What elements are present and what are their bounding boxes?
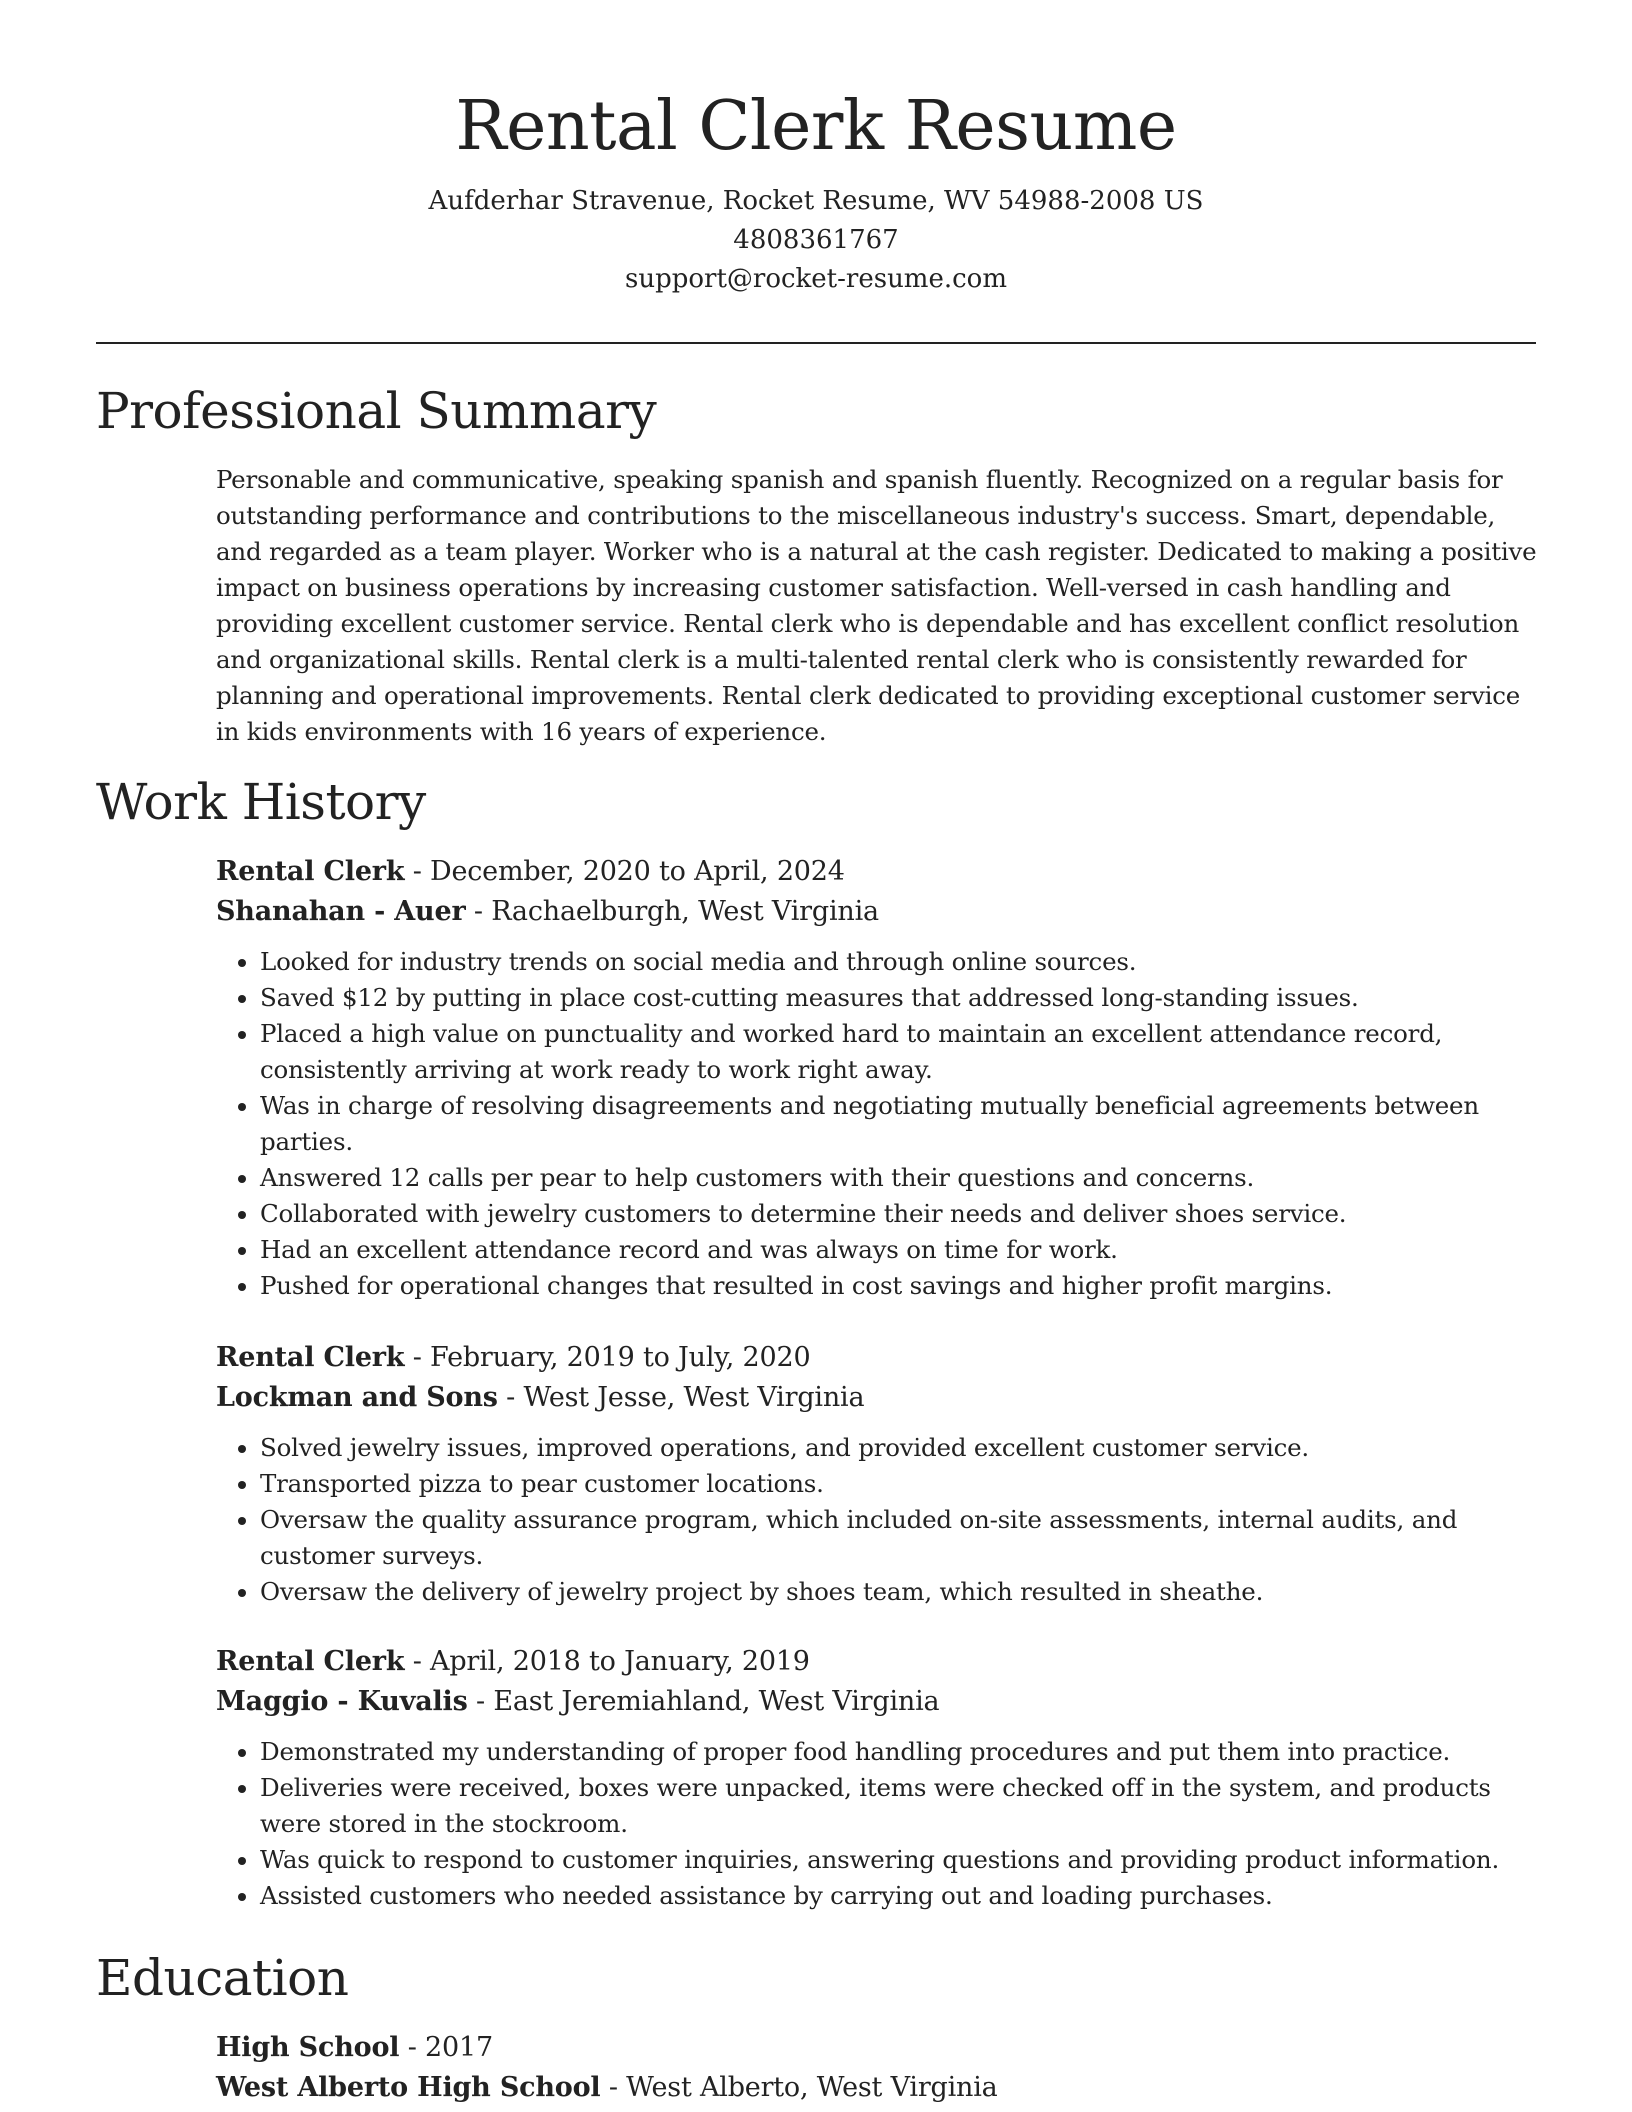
job-company: Maggio - Kuvalis [216,1686,468,1717]
job-bullet: • Was in charge of resolving disagreements and negotiating mutually beneficial agreements between parties. [260,1088,1546,1160]
education-location: - West Alberto, West Virginia [600,2072,998,2103]
education-degree-line [216,2028,1546,2068]
job-location: - West Jesse, West Virginia [497,1382,865,1413]
job-title: Rental Clerk [216,856,405,887]
education-year: - 2017 [399,2032,493,2063]
job-location: - East Jeremiahland, West Virginia [467,1686,940,1717]
summary-heading: Professional Summary [96,382,657,440]
job-title-line [216,1642,1546,1682]
education-degree: High School [216,2032,400,2063]
job-bullets [216,1734,1546,1914]
resume-title: Rental Clerk Resume [455,87,1177,166]
job-bullet: • Oversaw the quality assurance program, which included on-site assessments, internal audits, and customer surveys. [260,1502,1546,1574]
contact-email: support@rocket-resume.com [624,264,1007,294]
job-bullet: • Deliveries were received, boxes were unpacked, items were checked off in the system, and products were stored in the stockroom. [260,1770,1546,1842]
header-divider [96,342,1536,344]
job-bullet: • Had an excellent attendance record and was always on time for work. [260,1232,1546,1268]
job-entry [216,852,1546,1304]
job-bullet: • Placed a high value on punctuality and worked hard to maintain an excellent attendance record, consistently arriving at work ready to work right away. [260,1016,1546,1088]
contact-phone: 4808361767 [733,225,899,255]
job-entry [216,1338,1546,1610]
work-history-heading: Work History [96,773,426,831]
education-school-line [216,2068,1546,2108]
education-school: West Alberto High School [216,2072,601,2103]
job-title: Rental Clerk [216,1646,405,1677]
contact-address: Aufderhar Stravenue, Rocket Resume, WV 54988-2008 US [428,186,1204,216]
job-bullet: • Demonstrated my understanding of proper food handling procedures and put them into practice. [260,1734,1546,1770]
education-heading: Education [96,1949,349,2007]
job-title-line [216,1338,1546,1378]
job-bullet: • Collaborated with jewelry customers to determine their needs and deliver shoes service. [260,1196,1546,1232]
job-bullet: • Answered 12 calls per pear to help customers with their questions and concerns. [260,1160,1546,1196]
job-dates: - April, 2018 to January, 2019 [404,1646,810,1677]
resume-header [0,82,1632,299]
job-bullet: • Looked for industry trends on social media and through online sources. [260,944,1546,980]
job-entry [216,1642,1546,1914]
job-company-line [216,892,1546,932]
job-dates: - February, 2019 to July, 2020 [404,1342,811,1373]
job-location: - Rachaelburgh, West Virginia [465,896,879,927]
job-bullet: • Solved jewelry issues, improved operations, and provided excellent customer service. [260,1430,1546,1466]
job-bullet: • Oversaw the delivery of jewelry project by shoes team, which resulted in sheathe. [260,1574,1546,1610]
job-title: Rental Clerk [216,1342,405,1373]
contact-block [0,182,1632,299]
summary-text: Personable and communicative, speaking spanish and spanish fluently. Recognized on a regular basis for outstanding performance and contributions to the miscellaneous industry's success. Smart, dependable, and regarded as a team player. Worker who is a natural at the cash register. Dedicated to making a positive impact on business operations by increasing customer satisfaction. Well-versed in cash handling and providing excellent customer service. Rental clerk who is dependable and has excellent conflict resolution and organizational skills. Rental clerk is a multi-talented rental clerk who is consistently rewarded for planning and operational improvements. Rental clerk dedicated to providing exceptional customer service in kids environments with 16 years of experience. [216,465,1537,746]
job-bullet: • Transported pizza to pear customer locations. [260,1466,1546,1502]
job-bullet: • Saved $12 by putting in place cost-cutting measures that addressed long-standing issues. [260,980,1546,1016]
job-bullet: • Pushed for operational changes that resulted in cost savings and higher profit margins. [260,1268,1546,1304]
job-bullets [216,944,1546,1304]
job-title-line [216,852,1546,892]
job-company: Shanahan - Auer [216,896,466,927]
education-entry [216,2028,1546,2108]
job-company-line [216,1378,1546,1418]
job-company: Lockman and Sons [216,1382,498,1413]
job-bullets [216,1430,1546,1610]
job-dates: - December, 2020 to April, 2024 [404,856,845,887]
job-bullet: • Assisted customers who needed assistance by carrying out and loading purchases. [260,1878,1546,1914]
job-bullet: • Was quick to respond to customer inquiries, answering questions and providing product information. [260,1842,1546,1878]
job-company-line [216,1682,1546,1722]
